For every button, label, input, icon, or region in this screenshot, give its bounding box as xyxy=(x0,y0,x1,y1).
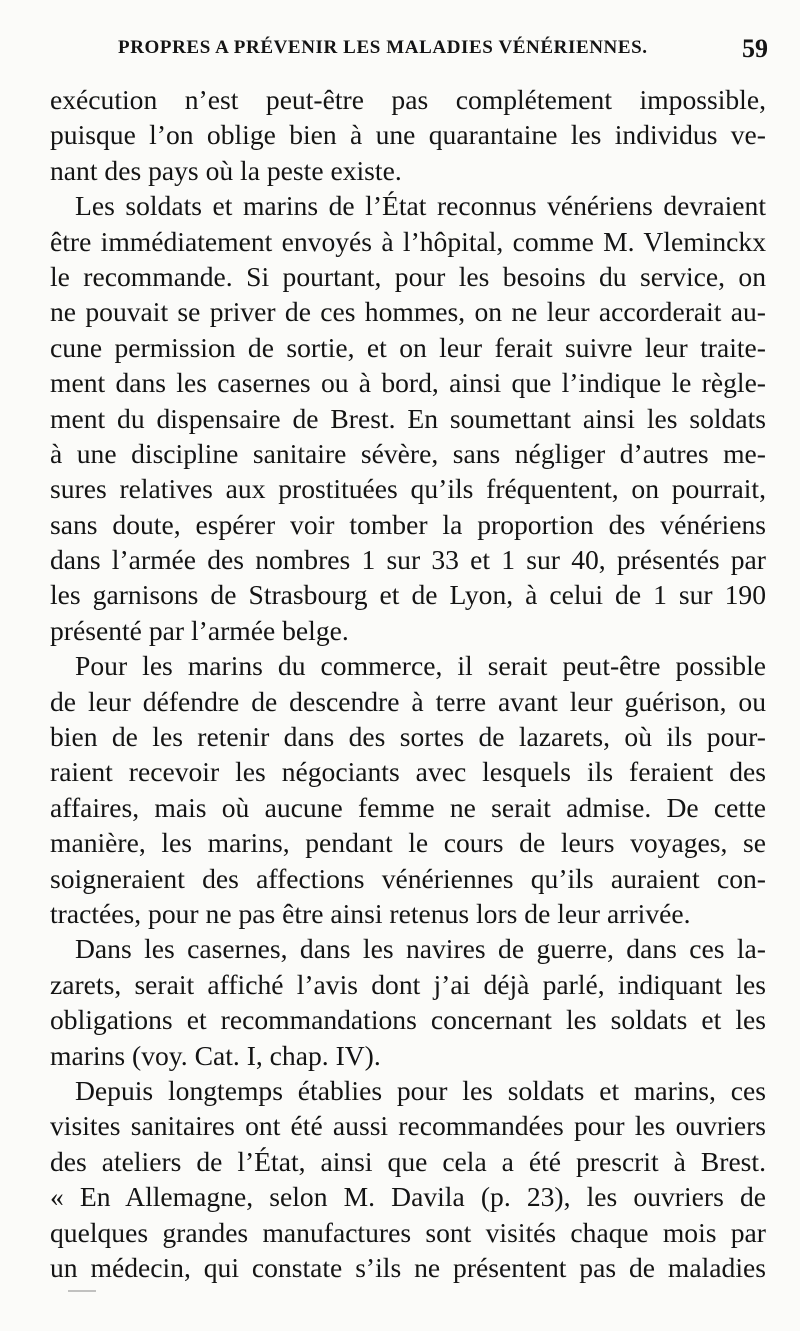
text-line: ment du dispensaire de Brest. En soumettant ainsi les soldats xyxy=(50,402,766,434)
text-line: présenté par l’armée belge. xyxy=(50,614,349,646)
text-line: de leur défendre de descendre à terre avant leur guérison, ou xyxy=(50,685,766,717)
body-text xyxy=(50,82,766,1285)
text-line: le recommande. Si pourtant, pour les besoins du service, on xyxy=(50,260,766,292)
text-line: zarets, serait affiché l’avis dont j’ai déjà parlé, indiquant les xyxy=(50,968,766,1000)
text-line: les garnisons de Strasbourg et de Lyon, à celui de 1 sur 190 xyxy=(50,579,766,611)
text-line: exécution n’est peut-être pas complétement impossible, xyxy=(50,84,766,115)
text-line: puisque l’on oblige bien à une quarantaine les individus ve- xyxy=(50,119,766,151)
paragraph-first-line: Depuis longtemps établies pour les soldats et marins, ces xyxy=(75,1074,766,1106)
text-line: à une discipline sanitaire sévère, sans négliger d’autres me- xyxy=(50,437,766,469)
text-line: marins (voy. Cat. I, chap. IV). xyxy=(50,1039,381,1071)
page-number: 59 xyxy=(742,34,768,63)
text-line: ment dans les casernes ou à bord, ainsi que l’indique le règle- xyxy=(50,367,766,399)
text-line: ne pouvait se priver de ces hommes, on ne leur accorderait au- xyxy=(50,296,766,328)
text-line: un médecin, qui constate s’ils ne présentent pas de maladies xyxy=(50,1251,766,1283)
paragraph-first-line: Dans les casernes, dans les navires de guerre, dans ces la- xyxy=(75,933,766,965)
text-line: soigneraient des affections vénériennes qu’ils auraient con- xyxy=(50,862,766,894)
text-line: dans l’armée des nombres 1 sur 33 et 1 sur 40, présentés par xyxy=(50,544,766,576)
text-line: sans doute, espérer voir tomber la proportion des vénériens xyxy=(50,508,766,540)
text-line: raient recevoir les négociants avec lesquels ils feraient des xyxy=(50,756,766,788)
text-line: cune permission de sortie, et on leur ferait suivre leur traite- xyxy=(50,331,766,363)
paragraph-first-line: Pour les marins du commerce, il serait peut-être possible xyxy=(75,650,766,682)
text-line: nant des pays où la peste existe. xyxy=(50,154,402,186)
text-line: sures relatives aux prostituées qu’ils fréquentent, on pourrait, xyxy=(50,473,766,505)
text-line: affaires, mais où aucune femme ne serait admise. De cette xyxy=(50,791,766,823)
paragraph-first-line: Les soldats et marins de l’État reconnus vénériens devraient xyxy=(75,190,766,222)
running-head xyxy=(52,34,768,64)
text-line: quelques grandes manufactures sont visités chaque mois par xyxy=(50,1216,766,1248)
text-line: manière, les marins, pendant le cours de leurs voyages, se xyxy=(50,827,766,859)
text-line: des ateliers de l’État, ainsi que cela a été prescrit à Brest. xyxy=(50,1145,766,1177)
text-line: obligations et recommandations concernant les soldats et les xyxy=(50,1004,766,1036)
text-line: tractées, pour ne pas être ainsi retenus lors de leur arrivée. xyxy=(50,897,691,929)
text-line: être immédiatement envoyés à l’hôpital, comme M. Vleminckx xyxy=(50,225,766,257)
text-line: visites sanitaires ont été aussi recommandées pour les ouvriers xyxy=(50,1110,766,1142)
text-line: « En Allemagne, selon M. Davila (p. 23), les ouvriers de xyxy=(50,1181,766,1213)
page-mark xyxy=(68,1290,96,1292)
running-title: PROPRES A PRÉVENIR LES MALADIES VÉNÉRIENNES. xyxy=(118,37,648,58)
text-line: bien de les retenir dans des sortes de lazarets, où ils pour- xyxy=(50,721,766,753)
